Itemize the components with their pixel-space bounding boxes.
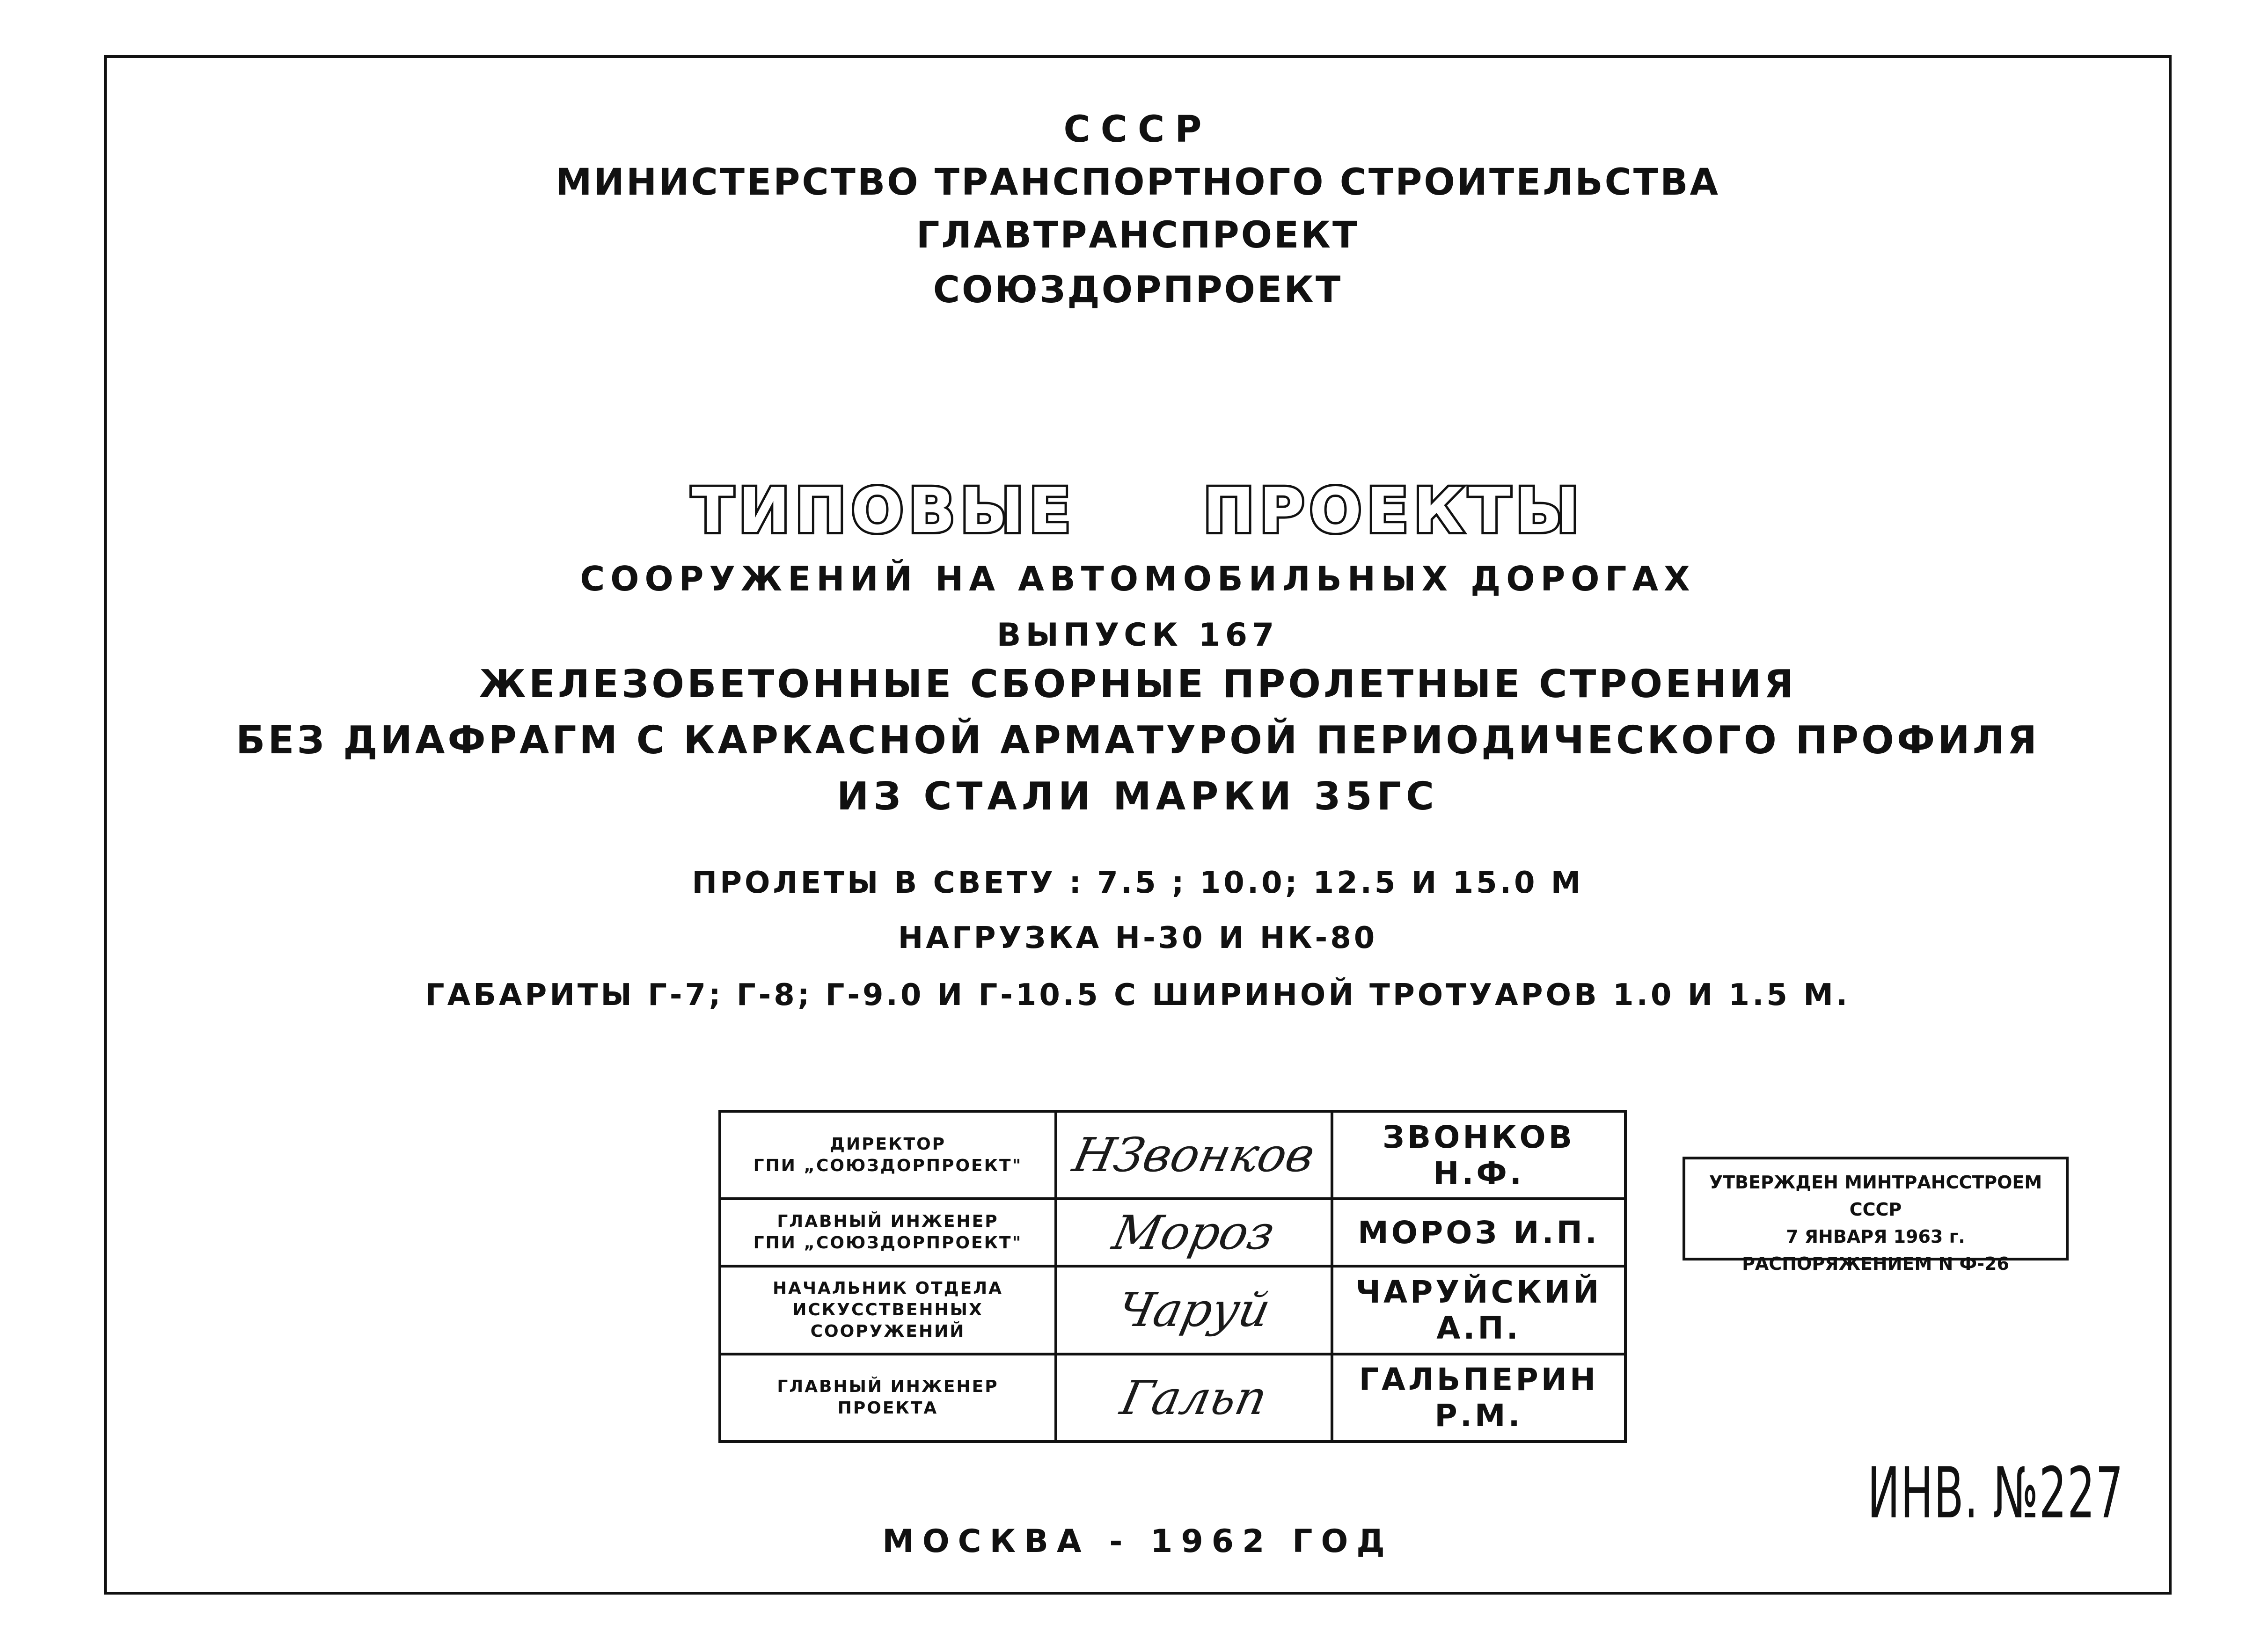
- position-org: ПРОЕКТА: [837, 1399, 938, 1418]
- position-cell: [720, 1111, 1056, 1199]
- header-institute: СОЮЗДОРПРОЕКТ: [933, 269, 1343, 311]
- signature-row: [720, 1354, 1625, 1442]
- position-title: ГЛАВНЫЙ ИНЖЕНЕР: [777, 1377, 999, 1397]
- approval-order: РАСПОРЯЖЕНИЕМ N Ф-26: [1742, 1253, 2009, 1274]
- name-cell: [1332, 1111, 1625, 1199]
- name-cell: [1332, 1266, 1625, 1354]
- signatory-name: ЧАРУЙСКИЙ А.П.: [1355, 1274, 1602, 1346]
- position-org: ГПИ „СОЮЗДОРПРОЕКТ": [753, 1233, 1023, 1253]
- handwritten-signature: НЗвонков: [1068, 1128, 1320, 1183]
- signatory-name: МОРОЗ И.П.: [1358, 1214, 1600, 1251]
- signature-row: [720, 1266, 1625, 1354]
- position-org: ГПИ „СОЮЗДОРПРОЕКТ": [753, 1156, 1023, 1175]
- position-title: ГЛАВНЫЙ ИНЖЕНЕР: [777, 1212, 999, 1231]
- header-directorate: ГЛАВТРАНСПРОЕКТ: [916, 214, 1360, 256]
- position-cell: [720, 1266, 1056, 1354]
- title-word-2: ПРОЕКТЫ: [1203, 475, 1584, 547]
- signature-cell: [1056, 1111, 1332, 1199]
- name-cell: [1332, 1199, 1625, 1266]
- name-cell: [1332, 1354, 1625, 1442]
- spec-spans: ПРОЛЕТЫ В СВЕТУ : 7.5 ; 10.0; 12.5 И 15.0 М: [692, 866, 1584, 900]
- subtitle-description-1: ЖЕЛЕЗОБЕТОННЫЕ СБОРНЫЕ ПРОЛЕТНЫЕ СТРОЕНИЯ: [479, 662, 1797, 707]
- footer-place-year: МОСКВА - 1962 ГОД: [882, 1523, 1393, 1560]
- position-title: ДИРЕКТОР: [829, 1134, 946, 1154]
- approval-stamp: [1683, 1157, 2069, 1274]
- handwritten-signature: Мороз: [1108, 1205, 1280, 1260]
- handwritten-signature: Чаруй: [1112, 1282, 1276, 1338]
- signature-row: [720, 1199, 1625, 1266]
- signature-cell: [1056, 1266, 1332, 1354]
- signature-cell: [1056, 1354, 1332, 1442]
- subtitle-description-2: БЕЗ ДИАФРАГМ С КАРКАСНОЙ АРМАТУРОЙ ПЕРИОДИЧЕСКОГО ПРОФИЛЯ: [235, 718, 2040, 763]
- subtitle-issue: ВЫПУСК 167: [996, 617, 1279, 654]
- inventory-number: ИНВ. №227: [1867, 1453, 2124, 1534]
- spec-load: НАГРУЗКА Н-30 И НК-80: [898, 921, 1378, 955]
- signatory-name: ГАЛЬПЕРИН Р.М.: [1359, 1362, 1599, 1434]
- main-title: [104, 475, 2172, 547]
- signature-cell: [1056, 1199, 1332, 1266]
- subtitle-description-3: ИЗ СТАЛИ МАРКИ 35ГС: [836, 774, 1439, 819]
- position-cell: [720, 1199, 1056, 1266]
- spec-clearances: ГАБАРИТЫ Г-7; Г-8; Г-9.0 И Г-10.5 С ШИРИНОЙ ТРОТУАРОВ 1.0 И 1.5 М.: [425, 978, 1851, 1013]
- subtitle-structures: СООРУЖЕНИЙ НА АВТОМОБИЛЬНЫХ ДОРОГАХ: [580, 559, 1696, 598]
- position-cell: [720, 1354, 1056, 1442]
- position-org: ИСКУССТВЕННЫХ СООРУЖЕНИЙ: [792, 1300, 983, 1341]
- signature-row: [720, 1111, 1625, 1199]
- header-country: СССР: [1063, 109, 1212, 151]
- approval-authority: УТВЕРЖДЕН МИНТРАНССТРОЕМ СССР: [1709, 1172, 2042, 1220]
- approval-date: 7 ЯНВАРЯ 1963 г.: [1786, 1226, 1965, 1247]
- header-ministry: МИНИСТЕРСТВО ТРАНСПОРТНОГО СТРОИТЕЛЬСТВА: [556, 161, 1720, 204]
- signature-table: [718, 1110, 1627, 1443]
- title-word-1: ТИПОВЫЕ: [691, 475, 1076, 547]
- handwritten-signature: Гальп: [1116, 1370, 1272, 1425]
- signatory-name: ЗВОНКОВ Н.Ф.: [1383, 1119, 1575, 1191]
- position-title: НАЧАЛЬНИК ОТДЕЛА: [772, 1278, 1003, 1298]
